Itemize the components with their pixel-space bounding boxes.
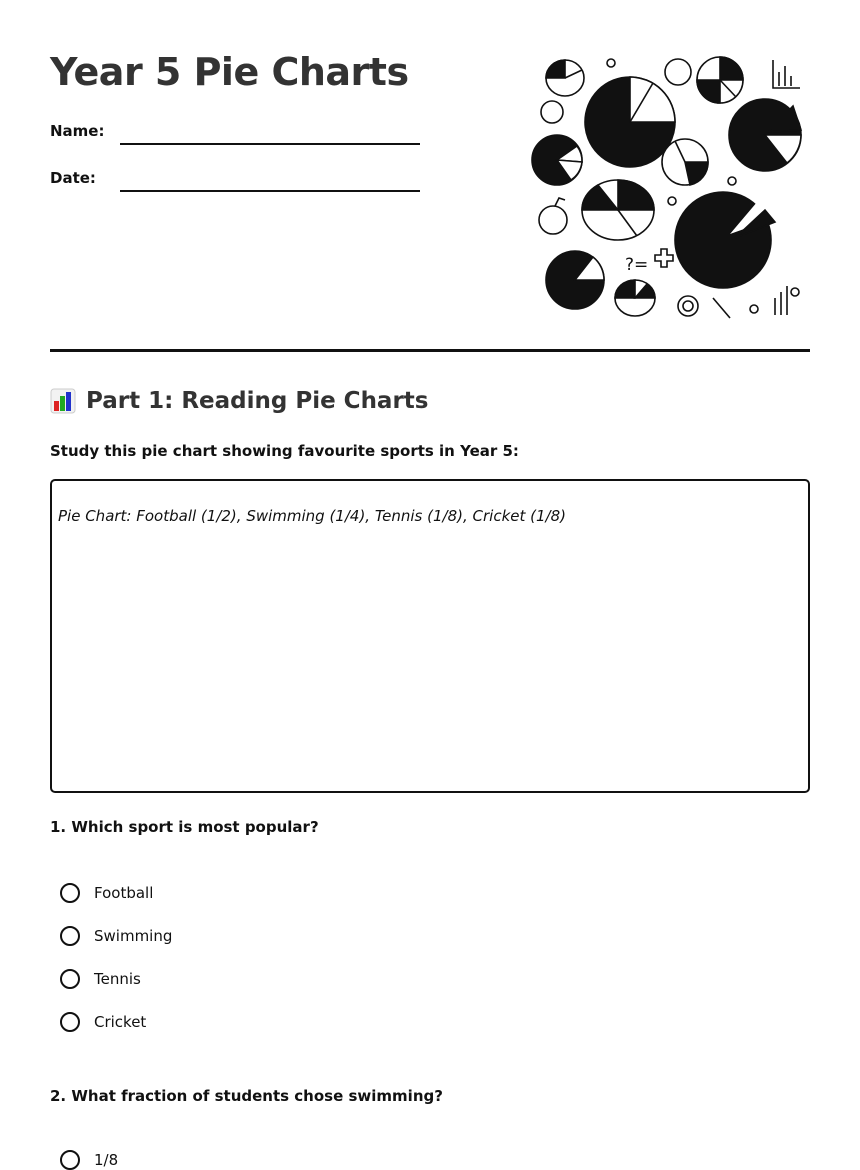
- worksheet-title: Year 5 Pie Charts: [50, 50, 409, 94]
- part1-heading-text: Part 1: Reading Pie Charts: [86, 388, 429, 414]
- q1-option-football[interactable]: [60, 883, 153, 903]
- radio-button[interactable]: [60, 883, 80, 903]
- pie-chart-box: [50, 479, 810, 793]
- option-label: 1/8: [94, 1151, 119, 1169]
- chart-instruction: Study this pie chart showing favourite sports in Year 5:: [50, 442, 519, 460]
- option-label: Cricket: [94, 1013, 147, 1031]
- question-2: 2. What fraction of students chose swimming?: [50, 1087, 443, 1105]
- pie-chart-caption: Pie Chart: Football (1/2), Swimming (1/4), Tennis (1/8), Cricket (1/8): [58, 507, 566, 525]
- pie-charts-collage-illustration: [525, 50, 810, 325]
- radio-button[interactable]: [60, 1150, 80, 1170]
- name-label: Name:: [50, 122, 105, 140]
- q1-option-tennis[interactable]: [60, 969, 141, 989]
- q2-option-1-8[interactable]: [60, 1150, 118, 1170]
- svg-text:?=: ?=: [625, 255, 649, 275]
- option-label: Tennis: [94, 970, 141, 988]
- section-divider: [50, 349, 810, 352]
- bar-chart-icon: [50, 388, 76, 414]
- part1-heading: [50, 388, 428, 414]
- radio-button[interactable]: [60, 969, 80, 989]
- date-label: Date:: [50, 169, 96, 187]
- q1-option-cricket[interactable]: [60, 1012, 146, 1032]
- question-1: 1. Which sport is most popular?: [50, 818, 319, 836]
- radio-button[interactable]: [60, 1012, 80, 1032]
- name-field[interactable]: [120, 143, 420, 145]
- option-label: Swimming: [94, 927, 173, 945]
- option-label: Football: [94, 884, 154, 902]
- radio-button[interactable]: [60, 926, 80, 946]
- q1-option-swimming[interactable]: [60, 926, 172, 946]
- date-field[interactable]: [120, 190, 420, 192]
